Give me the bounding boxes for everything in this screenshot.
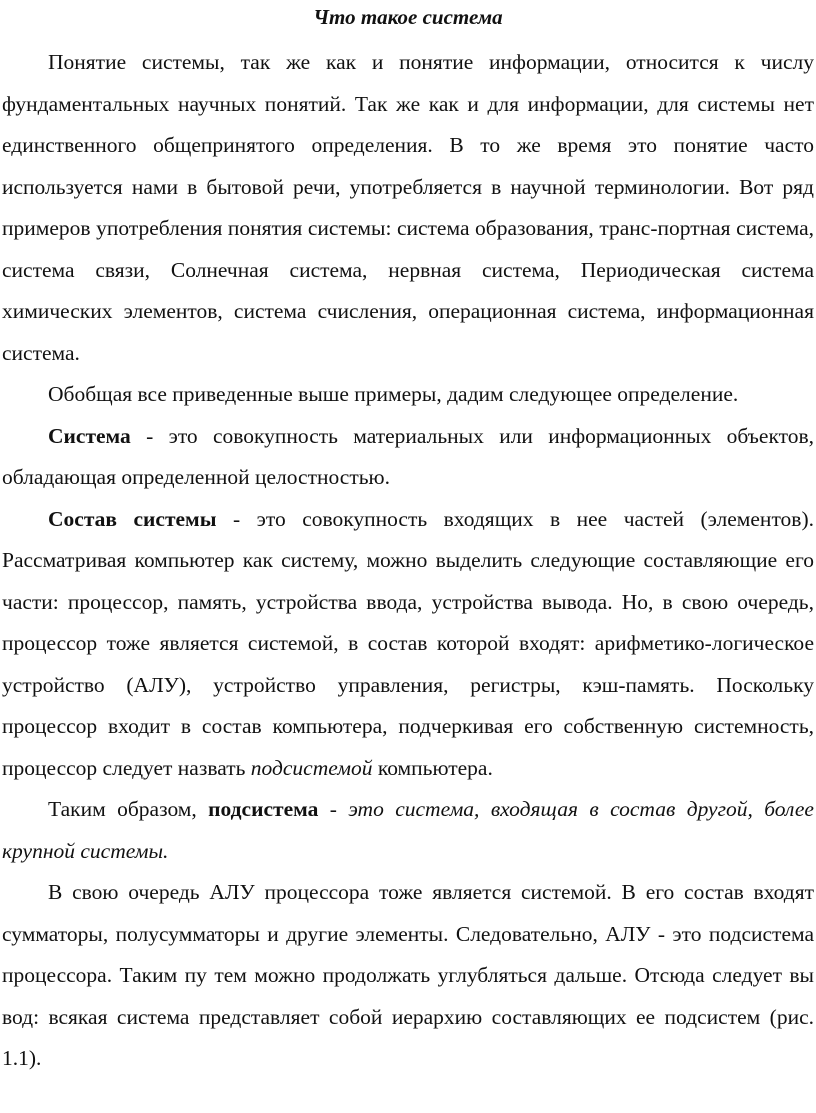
paragraph-system-definition	[2, 416, 814, 499]
term-subsystem: подсистема	[208, 797, 319, 821]
composition-end: компьютера.	[372, 755, 493, 780]
system-definition-text: - это совокупность материальных или информационных объектов, обладающая определенной целостностью.	[2, 423, 814, 489]
paragraph-system-composition	[2, 499, 814, 790]
subsystem-definition-text: это система, входящая в состав другой, более крупной системы.	[2, 797, 814, 863]
page-title: Что такое система	[313, 5, 503, 29]
subsystem-italic: подсистемой	[250, 755, 373, 780]
term-system: Система	[48, 423, 131, 448]
paragraph-hierarchy: В свою очередь АЛУ процессора тоже является системой. В его состав входят сумматоры, полусумматоры и другие элементы. Следовательно, АЛУ - это подсистема процессора. Таким пу тем можно продолжать углубляться дальше. Отсюда следует вы вод: всякая система представляет собой иерархию составляющих ее подсистем (рис. 1.1).	[2, 880, 814, 1070]
subsystem-intro: Таким образом,	[48, 797, 209, 821]
composition-text: - это совокупность входящих в нее частей (элементов). Рассматривая компьютер как систему, можно выделить следующие составляющие его части: процессор, память, устройства ввода, устройства вывода. Но, в свою очередь, процессор тоже является системой, в состав которой входят: арифметико-логическое устройство (АЛУ), устройство управления, регистры, кэш-память. Поскольку процессор входит в состав компьютера, подчеркивая его собственную системность, процессор следует назвать	[2, 506, 814, 780]
paragraph-intro: Понятие системы, так же как и понятие информации, относится к числу фундаментальных научных понятий. Так же как и для информации, для системы нет единственного общепринятого определения. В то же время это понятие часто используется нами в бытовой речи, употребляется в научной терминологии. Вот ряд примеров употребления понятия системы: система образования, транс-портная система, система связи, Солнечная система, нервная система, Периодическая система химических элементов, система счисления, операционная система, информационная система.	[2, 50, 814, 365]
paragraph-generalization: Обобщая все приведенные выше примеры, дадим следующее определение.	[48, 382, 739, 406]
paragraph-subsystem-definition	[2, 789, 814, 872]
term-system-composition: Состав системы	[48, 506, 217, 531]
subsystem-dash: -	[318, 797, 349, 821]
